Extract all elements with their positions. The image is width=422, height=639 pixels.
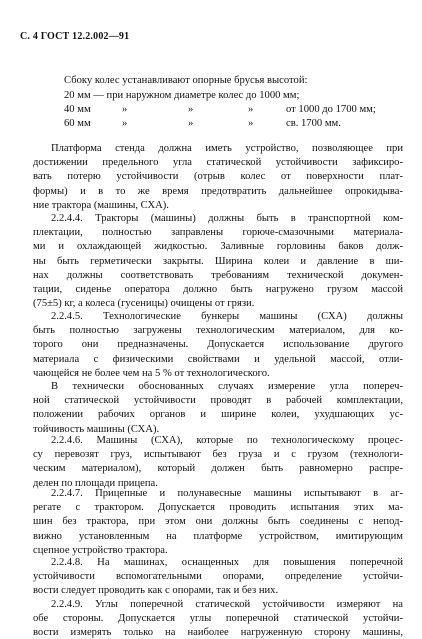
paragraph-6-line: регате с трактором. Допускается проводить испытания этих ма- bbox=[33, 502, 403, 514]
intro-line: Сбоку колес устанавливают опорные брусья высотой: bbox=[64, 75, 308, 86]
table-cell: » bbox=[188, 118, 194, 129]
page-header: С. 4 ГОСТ 12.2.002—91 bbox=[20, 31, 130, 42]
paragraph-6-line: вижно установленным на платформе устройством, имитирующим bbox=[33, 530, 403, 542]
paragraph-4-line: положении рабочих органов и ширине колеи, ухудшающих ус- bbox=[33, 409, 403, 421]
paragraph-1-line: формы) и в то же время предотвратить дальнейшее опрокидыва- bbox=[33, 185, 403, 197]
table-cell: » bbox=[188, 104, 194, 115]
paragraph-8-line: обе стороны. Допускается углы поперечной статической устойчи- bbox=[33, 613, 403, 625]
paragraph-4-line: тойчивость машины (СХА). bbox=[33, 423, 160, 435]
table-cell: » bbox=[122, 104, 128, 115]
paragraph-5-line: ческим материалом), который должен быть равномерно распре- bbox=[33, 463, 403, 475]
paragraph-5-line: делен по площади прицепа. bbox=[33, 477, 158, 489]
table-cell: св. 1700 мм. bbox=[286, 118, 341, 129]
paragraph-7-line: вости следует проводить как с опорами, так и без них. bbox=[33, 585, 279, 597]
paragraph-3-line: материала с физическими свойствами и удельной массой, отли- bbox=[33, 353, 403, 365]
paragraph-2-line: 2.2.4.4. Тракторы (машины) должны быть в транспортной ком- bbox=[51, 213, 403, 224]
table-row-1: 20 мм — при наружном диаметре колес до 1000 мм; bbox=[64, 90, 300, 101]
table-cell: 60 мм bbox=[64, 118, 91, 129]
paragraph-2-line: плектации, полностью заправлены горюче-смазочными материала- bbox=[33, 227, 403, 239]
paragraph-4-line: ной статической устойчивости проводят в рабочей комплектации, bbox=[33, 395, 403, 407]
paragraph-6-line: сцепное устройство трактора. bbox=[33, 544, 168, 556]
paragraph-2-line: ны быть герметически закрыты. Ширина колеи и давление в ши- bbox=[33, 255, 403, 267]
paragraph-2-line: ми и охлаждающей жидкостью. Заливные горловины баков долж- bbox=[33, 241, 403, 253]
paragraph-7-line: 2.2.4.8. На машинах, оснащенных для повышения поперечной bbox=[51, 557, 403, 568]
paragraph-2-line: (75±5) кг, а колеса (гусеницы) очищены от грязи. bbox=[33, 298, 255, 310]
paragraph-2-line: нах должны соответствовать требованиям технической докумен- bbox=[33, 269, 403, 281]
paragraph-6-line: шин без трактора, при этом они должны быть соединены с непод- bbox=[33, 516, 403, 528]
paragraph-2-line: тации, сиденье оператора должно быть нагружено грузом массой bbox=[33, 284, 403, 295]
paragraph-3-line: быть полностью загружены технологическим материалом, для ко- bbox=[33, 325, 403, 337]
table-row-2 bbox=[64, 103, 422, 116]
paragraph-4-line: В технически обоснованных случаях измерение угла попереч- bbox=[51, 381, 403, 392]
paragraph-3-line: торого они предназначены. Допускается использование другого bbox=[33, 339, 403, 351]
paragraph-6-line: 2.2.4.7. Прицепные и полунавесные машины испытывают в аг- bbox=[51, 488, 403, 499]
paragraph-8-line: вости измерять только на наиболее нагруженную сторону машины, bbox=[33, 627, 403, 639]
table-cell: » bbox=[248, 118, 254, 129]
table-cell: от 1000 до 1700 мм; bbox=[286, 104, 376, 115]
paragraph-7-line: устойчивости вспомогательными опорами, определение устойчи- bbox=[33, 571, 403, 583]
table-cell: 40 мм bbox=[64, 104, 91, 115]
table-cell: » bbox=[248, 104, 254, 115]
paragraph-1-line: достижении предельного угла статической устойчивости зафиксиро- bbox=[33, 157, 403, 169]
table-row-3 bbox=[64, 117, 422, 130]
paragraph-5-line: 2.2.4.6. Машины (СХА), которые по технологическому процес- bbox=[51, 435, 403, 446]
paragraph-3-line: чающейся не более чем на 5 % от технологического. bbox=[33, 367, 270, 379]
paragraph-1-line: ние трактора (машины, СХА). bbox=[33, 199, 169, 211]
paragraph-1-line: вать потерю устойчивости (отрыв колес от поверхности плат- bbox=[33, 171, 403, 183]
paragraph-3-line: 2.2.4.5. Технологические бункеры машины (СХА) должны bbox=[51, 311, 403, 322]
paragraph-5-line: су перевозят груз, испытывают без груза и с грузом (технологи- bbox=[33, 449, 403, 461]
paragraph-1-line: Платформа стенда должна иметь устройство, позволяющее при bbox=[51, 143, 403, 154]
paragraph-8-line: 2.2.4.9. Углы поперечной статической устойчивости измеряют на bbox=[51, 599, 403, 610]
table-cell: » bbox=[122, 118, 128, 129]
